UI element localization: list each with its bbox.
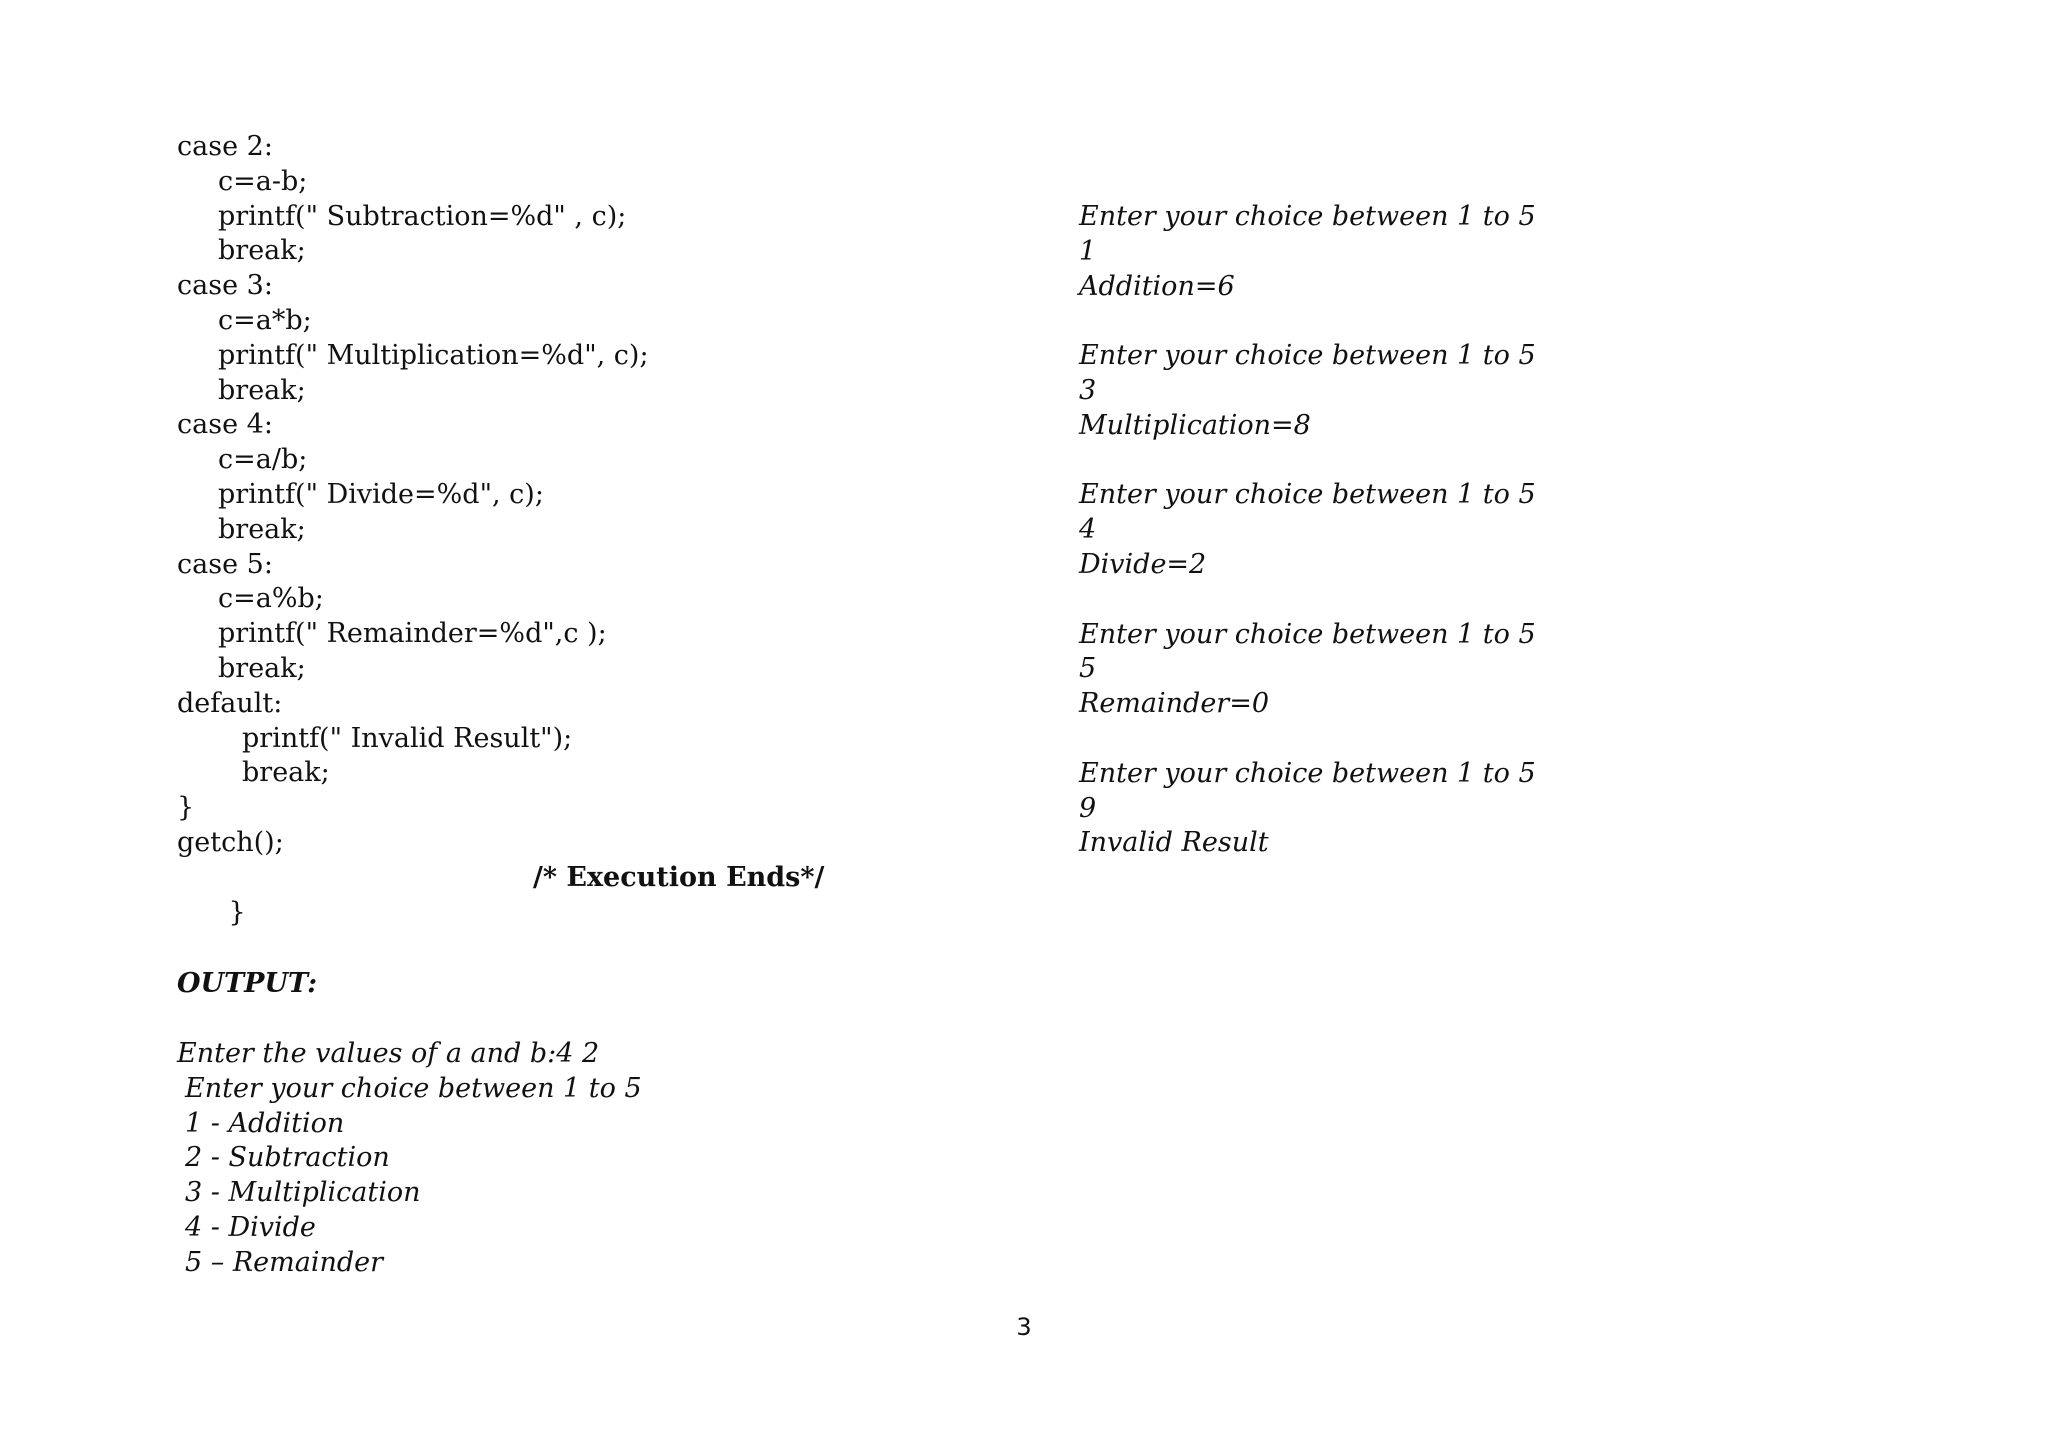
code-line: break; bbox=[218, 513, 306, 545]
output-line: Enter your choice between 1 to 5 bbox=[185, 1072, 642, 1104]
code-line: case 2: bbox=[177, 131, 273, 162]
code-line: case 5: bbox=[177, 548, 273, 580]
code-line: printf(" Divide=%d", c); bbox=[218, 478, 544, 510]
output-heading: OUTPUT: bbox=[177, 968, 318, 999]
blank-line bbox=[1079, 304, 1779, 339]
code-line: case 3: bbox=[177, 270, 273, 302]
output-lines bbox=[177, 1037, 1077, 1281]
code-line: c=a/b; bbox=[218, 444, 308, 476]
sample-output-line: Enter your choice between 1 to 5 bbox=[1079, 201, 1536, 232]
code-line: break; bbox=[218, 652, 306, 684]
code-line: c=a*b; bbox=[218, 304, 312, 336]
code-line: break; bbox=[242, 757, 330, 789]
output-line: 1 - Addition bbox=[185, 1107, 345, 1139]
output-line: Enter the values of a and b:4 2 bbox=[177, 1038, 600, 1069]
output-block bbox=[177, 1037, 1077, 1281]
sample-output-line: Enter your choice between 1 to 5 bbox=[1079, 757, 1536, 789]
sample-output-line: Multiplication=8 bbox=[1079, 409, 1311, 441]
sample-output-line: Enter your choice between 1 to 5 bbox=[1079, 340, 1536, 372]
code-line: } bbox=[177, 792, 195, 824]
sample-output-lines bbox=[1079, 200, 1779, 861]
blank-line bbox=[1079, 444, 1779, 479]
sample-output-line: Addition=6 bbox=[1079, 270, 1235, 302]
code-line: printf(" Remainder=%d",c ); bbox=[218, 618, 607, 650]
sample-output-line: Enter your choice between 1 to 5 bbox=[1079, 618, 1536, 650]
code-line: c=a-b; bbox=[218, 165, 308, 197]
output-line: 5 – Remainder bbox=[185, 1246, 384, 1278]
output-line: 2 - Subtraction bbox=[185, 1142, 390, 1174]
closing-brace: } bbox=[228, 896, 246, 928]
sample-output-line: Enter your choice between 1 to 5 bbox=[1079, 479, 1536, 511]
sample-output-line: Divide=2 bbox=[1079, 548, 1207, 580]
code-listing bbox=[177, 130, 1077, 928]
sample-output-line: 3 bbox=[1079, 374, 1097, 406]
sample-output-line: Remainder=0 bbox=[1079, 688, 1270, 720]
sample-output-line: Invalid Result bbox=[1079, 827, 1269, 859]
code-line: printf(" Subtraction=%d" , c); bbox=[218, 200, 627, 232]
execution-ends-comment: /* Execution Ends*/ bbox=[533, 861, 825, 893]
sample-output-line: 4 bbox=[1079, 514, 1097, 546]
code-closing-line bbox=[177, 861, 1077, 928]
blank-line bbox=[1079, 583, 1779, 618]
blank-line bbox=[1079, 722, 1779, 757]
sample-output-line: 5 bbox=[1079, 653, 1097, 685]
output-line: 3 - Multiplication bbox=[185, 1177, 421, 1209]
code-lines bbox=[177, 130, 1077, 861]
code-line: break; bbox=[218, 235, 306, 267]
code-line: default: bbox=[177, 687, 283, 719]
code-line: printf(" Invalid Result"); bbox=[242, 722, 573, 754]
code-line: c=a%b; bbox=[218, 583, 324, 615]
code-line: case 4: bbox=[177, 409, 273, 441]
sample-output-line: 9 bbox=[1079, 792, 1097, 824]
sample-output-runs bbox=[1079, 200, 1779, 861]
code-line: printf(" Multiplication=%d", c); bbox=[218, 339, 649, 371]
page-number: 3 bbox=[1016, 1313, 1032, 1341]
code-line: break; bbox=[218, 374, 306, 406]
sample-output-line: 1 bbox=[1079, 235, 1097, 267]
output-line: 4 - Divide bbox=[185, 1211, 316, 1243]
code-line: getch(); bbox=[177, 826, 284, 858]
